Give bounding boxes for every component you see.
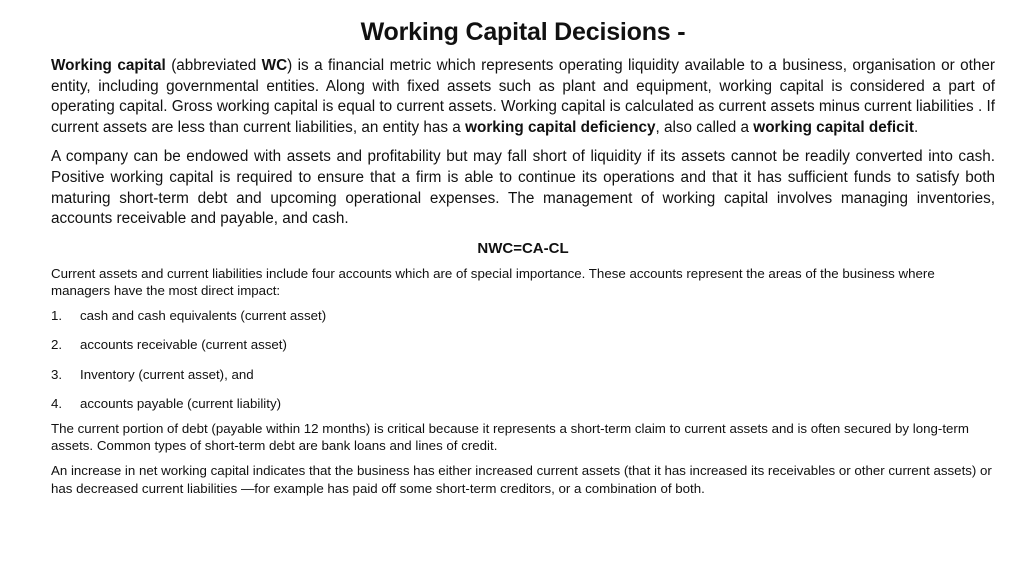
list-text: cash and cash equivalents (current asset) [80, 308, 327, 324]
accounts-list [51, 307, 995, 412]
page-title: Working Capital Decisions - [360, 18, 686, 46]
list-item [51, 366, 995, 383]
list-number: 3. [51, 366, 63, 382]
list-item [51, 395, 995, 412]
term-working-capital-deficiency: working capital deficiency [465, 118, 656, 136]
paragraph-definition [51, 56, 995, 138]
paragraph-current-debt: The current portion of debt (payable within 12 months) is critical because it represents a short-term claim to current assets and is often secured by long-term assets. Common types of short-term debt are bank loans and lines of credit. [51, 420, 969, 454]
term-working-capital-deficit: working capital deficit [753, 118, 914, 136]
term-working-capital: Working capital [51, 57, 166, 74]
definition-text-1: (abbreviated [165, 57, 262, 74]
list-number: 2. [51, 337, 63, 353]
list-item [51, 336, 995, 353]
list-text: accounts receivable (current asset) [80, 337, 287, 353]
list-item [51, 307, 995, 324]
formula: NWC=CA-CL [477, 239, 569, 257]
list-number: 1. [51, 308, 63, 324]
paragraph-nwc-increase: An increase in net working capital indicates that the business has either increased current assets (that it has increased its receivables or other current assets) or has decreased current liabilities —for example has paid off some short-term creditors, or a combination of both. [51, 463, 992, 496]
term-wc: WC [261, 57, 288, 74]
list-text: Inventory (current asset), and [80, 366, 254, 382]
list-text: accounts payable (current liability) [80, 395, 282, 411]
paragraph-accounts-intro: Current assets and current liabilities include four accounts which are of special importance. These accounts represent the areas of the business where managers have the most direct impact: [51, 265, 935, 298]
definition-text-2: ) is a financial metric which represents operating liquidity available to a business, organisation or other entity, including governmental entities. Along with fixed assets such as plant and equipment, working capital is considered a part of operating capital. Gross working capital is equal to current assets. Working capital is calculated as current assets minus current liabilities . If current assets are less than current liabilities, an entity has a [51, 57, 995, 136]
definition-text-4: . [913, 118, 919, 136]
paragraph-liquidity: A company can be endowed with assets and profitability but may fall short of liquidity if its assets cannot be readily converted into cash. Positive working capital is required to ensure that a firm is able to continue its operations and that it has sufficient funds to satisfy both maturing short-term debt and upcoming operational expenses. The management of working capital involves managing inventories, accounts receivable and payable, and cash. [51, 148, 995, 228]
definition-text-3: , also called a [655, 118, 754, 136]
list-number: 4. [51, 395, 63, 411]
